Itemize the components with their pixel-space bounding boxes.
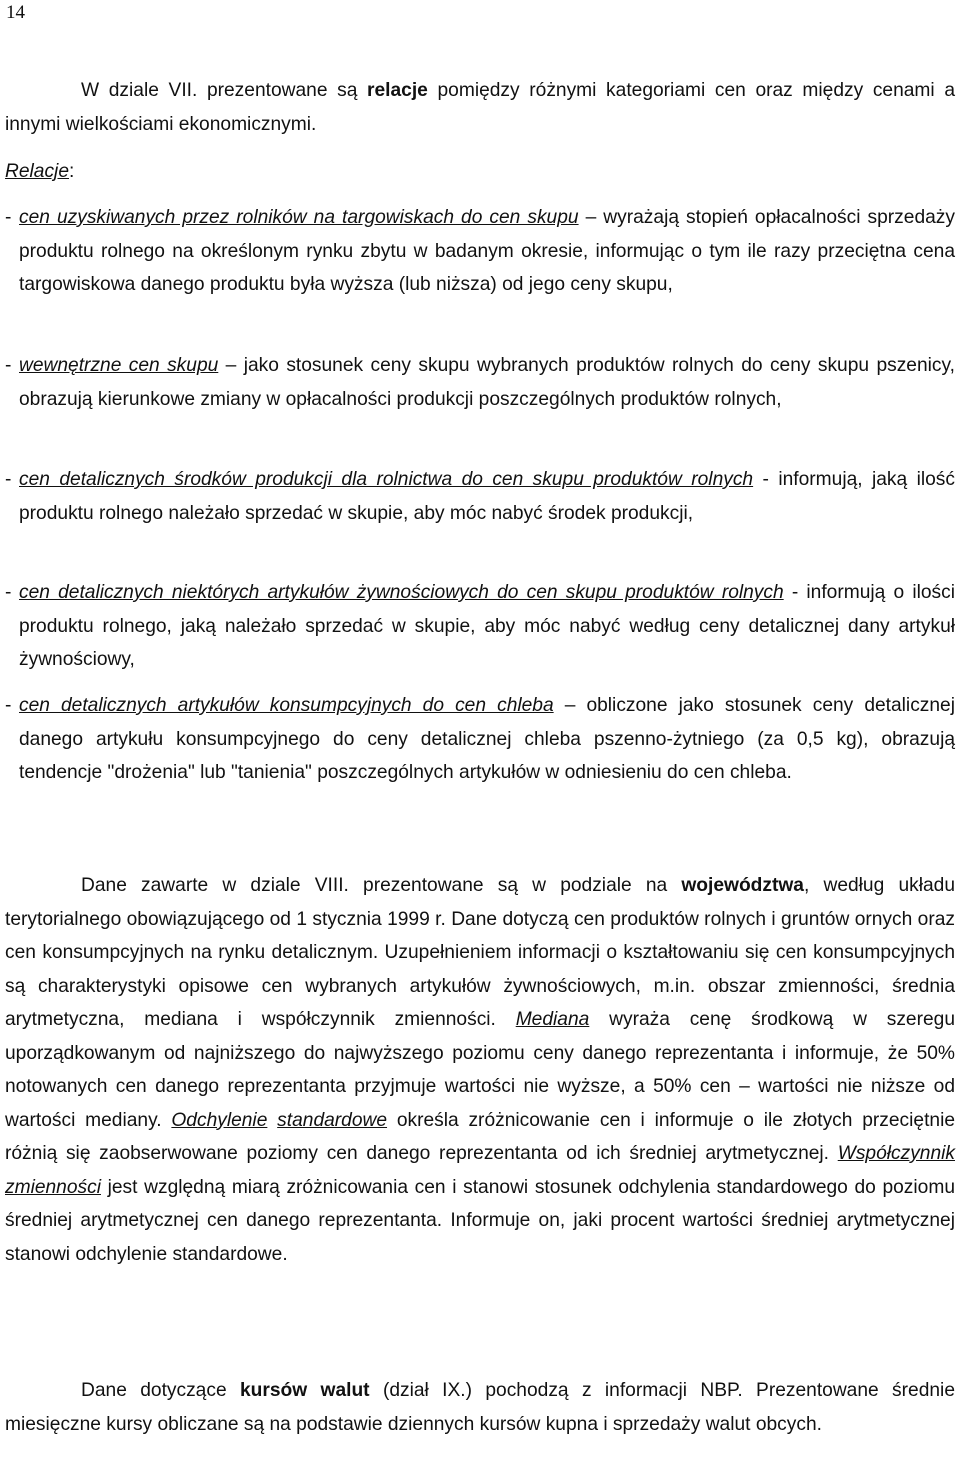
- relacja-term: cen detalicznych artykułów konsumpcyjnych do cen chleba: [19, 695, 554, 716]
- term-odchylenie: Odchylenie: [171, 1109, 268, 1131]
- relacja-item: - cen detalicznych środków produkcji dla rolnictwa do cen skupu produktów rolnych - informują, jaką ilość produktu rolnego należało sprzedać w skupie, aby móc nabyć środek produkcji,: [5, 469, 955, 524]
- section-viii-paragraph: Dane zawarte w dziale VIII. prezentowane są w podziale na województwa, według układu terytorialnego obowiązującego od 1 stycznia 1999 r. Dane dotyczą cen produktów rolnych i gruntów ornych oraz cen konsumpcyjnych na rynku detalicznym. Uzupełnieniem informacji o kształtowaniu się cen konsumpcyjnych są charakterystyki opisowe cen wybranych artykułów żywnościowych, m.in. obszar zmienności, średnia arytmetyczna, mediana i współczynnik zmienności. Mediana wyraża cenę środkową w szeregu uporządkowanym od najniższego do najwyższego poziomu ceny danego reprezentanta i informuje, że 50% notowanych cen danego reprezentanta przyjmuje wartości nie wyższe, a 50% cen – wartości nie niższe od wartości mediany. Odchylenie standardowe określa zróżnicowanie cen i informuje o ile złotych przeciętnie różnią się zaobserwowane poziomy cen danego reprezentanta od ich średniej arytmetycznej. Współczynnik zmienności jest względną miarą zróżnicowania cen i stanowi stosunek odchylenia standardowego do poziomu średniej arytmetycznej cen danego reprezentanta. Informuje on, jaki procent wartości średniej arytmetycznej stanowi odchylenie standardowe.: [5, 875, 956, 1265]
- term-wspolczynnik: Współczynnik: [837, 1143, 955, 1164]
- relacja-term: wewnętrzne cen skupu: [19, 355, 219, 376]
- term-zmiennosci: zmienności: [5, 1176, 101, 1198]
- relacja-item: - wewnętrzne cen skupu – jako stosunek ceny skupu wybranych produktów rolnych do ceny skupu pszenicy, obrazują kierunkowe zmiany w opłacalności produkcji poszczególnych produktów rolnych,: [5, 355, 956, 410]
- relacja-item: - cen detalicznych artykułów konsumpcyjnych do cen chleba – obliczone jako stosunek ceny detalicznej danego artykułu konsumpcyjnego do ceny detalicznej chleba pszenno-żytniego (za 0,5 kg), obrazują tendencje "drożenia" lub "tanienia" poszczególnych artykułów w odniesieniu do cen chleba.: [5, 695, 955, 783]
- relacja-text: – obliczone jako stosunek ceny detalicznej danego artykułu konsumpcyjnego do ceny detalicznej chleba pszenno-żytniego (za 0,5 kg), obrazują tendencje "drożenia" lub "tanienia" poszczególnych artykułów w odniesieniu do cen chleba.: [19, 695, 955, 783]
- term-mediana: Mediana: [515, 1009, 590, 1030]
- relacja-item: - cen detalicznych niektórych artykułów żywnościowych do cen skupu produktów rolnych - informują o ilości produktu rolnego, jaką należało sprzedać w skupie, aby móc nabyć według ceny detalicznej dany artykuł żywnościowy,: [5, 582, 955, 670]
- relacja-text: - informują, jaką ilość produktu rolnego należało sprzedać w skupie, aby móc nabyć środek produkcji,: [19, 469, 955, 524]
- relacje-heading: Relacje:: [5, 161, 75, 182]
- relacja-text: – wyrażają stopień opłacalności sprzedaży produktu rolnego na określonym rynku zbytu w badanym okresie, informując o tym ile razy przeciętna cena targowiskowa danego produktu była wyższa (lub niższa) od jego ceny skupu,: [19, 207, 955, 295]
- relacja-text: – jako stosunek ceny skupu wybranych produktów rolnych do ceny skupu pszenicy, obrazują kierunkowe zmiany w opłacalności produkcji poszczególnych produktów rolnych,: [19, 355, 956, 410]
- section-ix-paragraph: Dane dotyczące kursów walut (dział IX.) pochodzą z informacji NBP. Prezentowane średnie miesięczne kursy obliczane są na podstawie dziennych kursów kupna i sprzedaży walut obcych.: [5, 1380, 955, 1435]
- relacja-term: cen detalicznych środków produkcji dla rolnictwa do cen skupu produktów rolnych: [19, 469, 754, 490]
- relacja-term: cen detalicznych niektórych artykułów żywnościowych do cen skupu produktów rolnych: [19, 582, 784, 603]
- section-vii-intro: W dziale VII. prezentowane są relacje pomiędzy różnymi kategoriami cen oraz między cenami a innymi wielkościami ekonomicznymi.: [5, 80, 955, 135]
- relacja-term: cen uzyskiwanych przez rolników na targowiskach do cen skupu: [19, 207, 579, 228]
- relacja-text: - informują o ilości produktu rolnego, jaką należało sprzedać w skupie, aby móc nabyć według ceny detalicznej dany artykuł żywnościowy,: [19, 582, 955, 670]
- page-number: 14: [6, 2, 25, 23]
- relacja-item: - cen uzyskiwanych przez rolników na targowiskach do cen skupu – wyrażają stopień opłacalności sprzedaży produktu rolnego na określonym rynku zbytu w badanym okresie, informując o tym ile razy przeciętna cena targowiskowa danego produktu była wyższa (lub niższa) od jego ceny skupu,: [5, 207, 955, 295]
- term-standardowe: standardowe: [277, 1109, 388, 1131]
- relacje-bold: relacje: [367, 80, 428, 101]
